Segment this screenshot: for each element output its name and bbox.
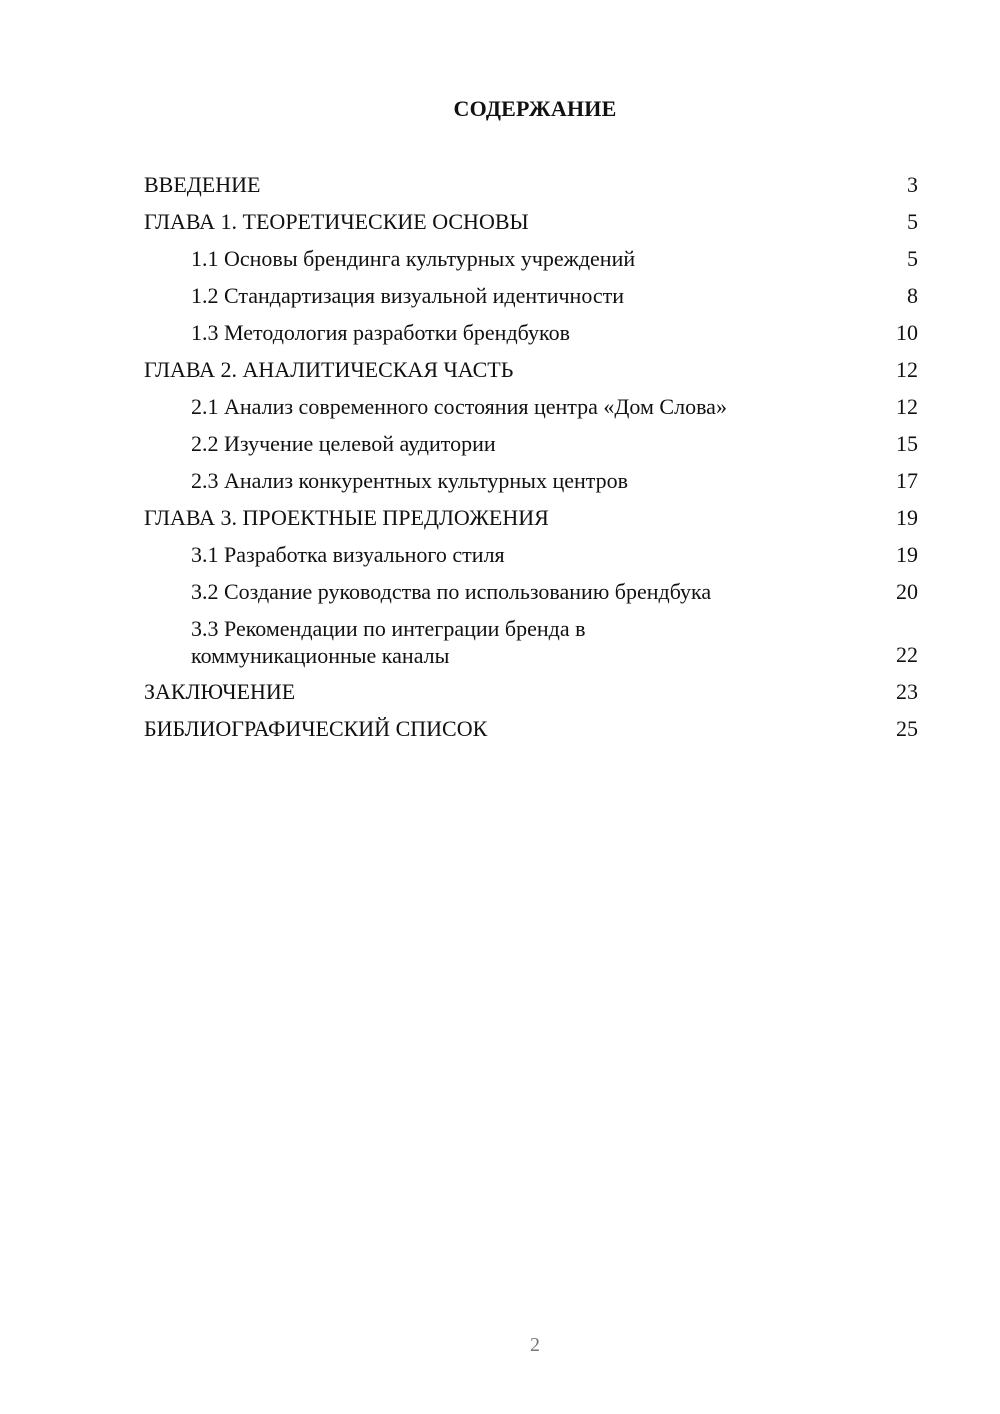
page-number: 2 [530,1334,540,1356]
toc-item-page: 12 [896,394,918,419]
toc-item-label: ГЛАВА 2. АНАЛИТИЧЕСКАЯ ЧАСТЬ [144,357,514,382]
toc-item-bibliography[interactable] [144,712,918,749]
toc-item-section-1-1[interactable] [144,242,918,279]
toc-item-page: 5 [907,209,918,234]
table-of-contents [144,168,918,749]
toc-item-label: 3.1 Разработка визуального стиля [191,542,505,567]
toc-item-label: ГЛАВА 1. ТЕОРЕТИЧЕСКИЕ ОСНОВЫ [144,209,529,234]
toc-item-page: 5 [907,246,918,271]
toc-item-section-2-2[interactable] [144,427,918,464]
page-title: СОДЕРЖАНИЕ [453,96,617,121]
toc-item-page: 10 [896,320,918,345]
toc-item-page: 22 [896,642,918,667]
toc-item-label: 1.1 Основы брендинга культурных учреждений [191,246,636,271]
toc-item-label: 2.2 Изучение целевой аудитории [191,431,496,456]
toc-item-section-2-1[interactable] [144,390,918,427]
toc-item-section-1-2[interactable] [144,279,918,316]
toc-item-page: 12 [896,357,918,382]
toc-item-conclusion[interactable] [144,675,918,712]
toc-item-page: 17 [896,468,918,493]
toc-item-page: 20 [896,579,918,604]
toc-item-label: БИБЛИОГРАФИЧЕСКИЙ СПИСОК [144,716,488,741]
toc-item-label: ГЛАВА 3. ПРОЕКТНЫЕ ПРЕДЛОЖЕНИЯ [144,505,549,530]
toc-item-label: 2.3 Анализ конкурентных культурных центров [191,468,629,493]
toc-item-page: 19 [896,505,918,530]
toc-item-label: 2.1 Анализ современного состояния центра «Дом Слова» [191,394,727,419]
toc-item-label: 1.2 Стандартизация визуальной идентичности [191,283,625,308]
toc-item-page: 15 [896,431,918,456]
toc-item-page: 19 [896,542,918,567]
toc-item-label: ЗАКЛЮЧЕНИЕ [144,679,296,704]
toc-item-label: ВВЕДЕНИЕ [144,172,261,197]
toc-item-page: 3 [907,172,918,197]
toc-item-section-3-1[interactable] [144,538,918,575]
toc-item-page: 23 [896,679,918,704]
toc-item-label: 3.3 Рекомендации по интеграции бренда в коммуникационные каналы [191,616,586,668]
toc-item-section-3-2[interactable] [144,575,918,612]
toc-item-chapter-1[interactable] [144,205,918,242]
toc-item-introduction[interactable] [144,168,918,205]
toc-item-label: 1.3 Методология разработки брендбуков [191,320,570,345]
toc-item-page: 25 [896,716,918,741]
toc-item-page: 8 [907,283,918,308]
toc-item-label: 3.2 Создание руководства по использованию брендбука [191,579,712,604]
toc-item-chapter-2[interactable] [144,353,918,390]
toc-item-section-1-3[interactable] [144,316,918,353]
toc-item-section-2-3[interactable] [144,464,918,501]
toc-item-section-3-3[interactable] [144,612,918,675]
toc-item-chapter-3[interactable] [144,501,918,538]
